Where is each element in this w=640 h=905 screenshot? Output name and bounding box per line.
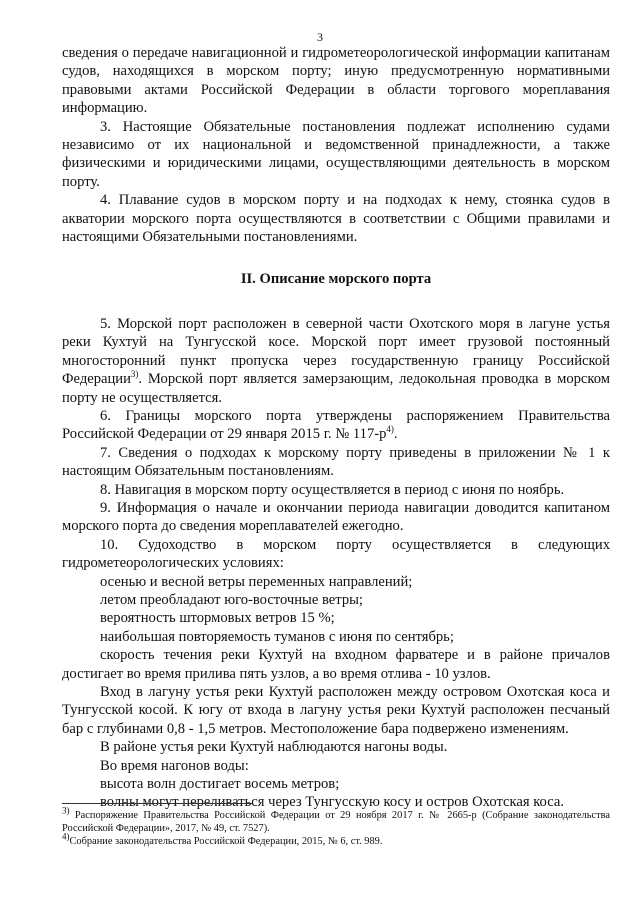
condition-item: летом преобладают юго-восточные ветры; — [100, 591, 363, 608]
paragraph-6 — [62, 407, 610, 444]
paragraph-4: 4. Плавание судов в морском порту и на подходах к нему, стоянка судов в акватории морского порта осуществляются в соответствии с Общими правилами и настоящими Обязательными постановлениями. — [62, 192, 610, 246]
page-number: 3 — [317, 30, 323, 44]
paragraph-waves-overflow: волны могут переливаться через Тунгусскую косу и остров Охотская коса. — [100, 794, 564, 811]
footnotes — [62, 805, 610, 849]
condition-item: осенью и весной ветры переменных направлений; — [100, 573, 413, 590]
paragraph-intro-continuation: сведения о передаче навигационной и гидрометеорологической информации капитанам судов, находящихся в морском порту; иную предусмотренную нормативными правовыми актами Российской Федерации в области торгового мореплавания информацию. — [62, 45, 610, 117]
paragraph-8: 8. Навигация в морском порту осуществляется в период с июня по ноябрь. — [100, 481, 565, 498]
paragraph-surges: В районе устья реки Кухтуй наблюдаются нагоны воды. — [100, 739, 448, 756]
condition-item: вероятность штормовых ветров 15 %; — [100, 610, 335, 627]
paragraph-6-text: 6. Границы морского порта утверждены распоряжением Правительства Российской Федерации от 29 января 2015 г. № 117-р — [62, 407, 610, 443]
paragraph-5-text: 5. Морской порт расположен в северной части Охотского моря в лагуне устья реки Кухтуй на Тунгусской косе. Морской порт имеет грузовой постоянный многосторонний пункт пропуска через государственную границу Российской Федерации — [62, 315, 610, 388]
footnote-4 — [62, 831, 610, 848]
paragraph-7: 7. Сведения о подходах к морскому порту приведены в приложении № 1 к настоящим Обязательным постановлениям. — [62, 444, 610, 480]
condition-item: наибольшая повторяемость туманов с июня по сентябрь; — [100, 628, 454, 645]
paragraph-lagoon-entrance: Вход в лагуну устья реки Кухтуй расположен между островом Охотская коса и Тунгусской косой. К югу от входа в лагуну устья реки Кухтуй расположен песчаный бар с глубинами 0,8 - 1,5 метров. Местоположение бара подвержено изменениям. — [62, 684, 610, 737]
paragraph-10: 10. Судоходство в морском порту осуществляется в следующих гидрометеорологических условиях: — [62, 536, 610, 572]
footnote-ref-3: 3) — [130, 369, 139, 380]
document-body — [62, 44, 610, 812]
paragraph-current-speed: скорость течения реки Кухтуй на входном фарватере и в районе причалов достигает во время прилива пять узлов, а во время отлива - 10 узлов. — [62, 647, 610, 682]
paragraph-9: 9. Информация о начале и окончании периода навигации доводится капитаном морского порта до сведения мореплавателей ежегодно. — [62, 499, 610, 535]
footnote-3-text: Распоряжение Правительства Российской Федерации от 29 ноября 2017 г. № 2665-р (Собрание законодательства Российской Федерации», 2017, № 49, ст. 7527). — [62, 810, 610, 835]
paragraph-3: 3. Настоящие Обязательные постановления подлежат исполнению судами независимо от их национальной и ведомственной принадлежности, а также физическими и юридическими лицами, осуществляющими деятельность в морском порту. — [62, 118, 610, 190]
paragraph-5-tail: . Морской порт является замерзающим, ледокольная проводка в морском порту не осуществляется. — [62, 371, 610, 406]
paragraph-wave-height: высота волн достигает восемь метров; — [100, 776, 340, 793]
footnote-divider — [62, 803, 252, 804]
paragraph-during-surges: Во время нагонов воды: — [100, 757, 249, 774]
footnote-mark-3: 3) — [62, 805, 70, 816]
footnote-3 — [62, 805, 610, 835]
footnote-ref-4: 4) — [386, 424, 394, 435]
paragraph-6-tail: . — [393, 426, 398, 443]
paragraph-5 — [62, 315, 610, 407]
footnote-mark-4: 4) — [62, 831, 70, 842]
footnote-4-text: Собрание законодательства Российской Федерации, 2015, № 6, ст. 989. — [69, 836, 383, 848]
section-title: II. Описание морского порта — [240, 271, 432, 288]
